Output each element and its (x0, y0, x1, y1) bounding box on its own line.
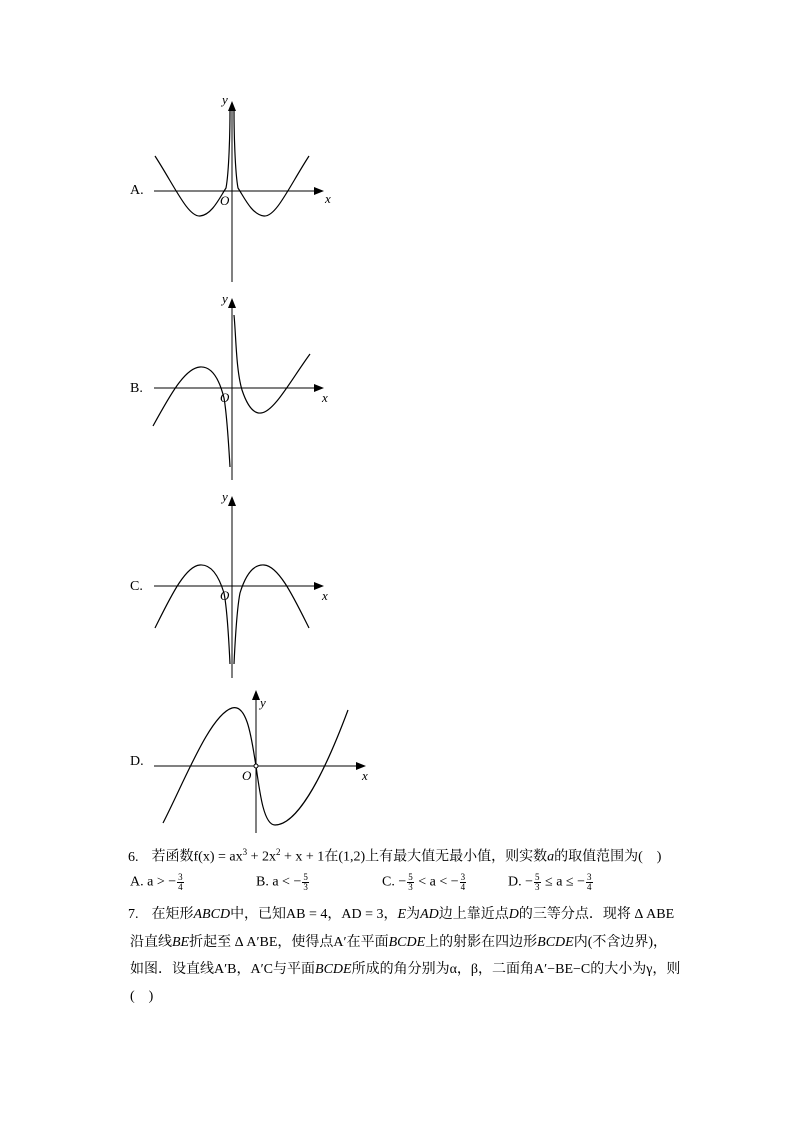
choice-b-letter: B. (256, 874, 269, 890)
option-c-letter: C. (130, 579, 143, 594)
q6-exponent: 3 (242, 847, 248, 857)
y-axis-label: y (222, 489, 228, 504)
choice-a-text: a > − (147, 874, 177, 890)
y-axis-label: y (222, 291, 228, 306)
q7-label: D (508, 907, 519, 922)
denominator: 3 (535, 882, 540, 892)
q6-formula: + 2x (247, 849, 277, 865)
x-axis-label: x (362, 768, 368, 783)
q7-text: 如图．设直线A′B，A′C与平面 (130, 962, 316, 977)
fraction (534, 873, 541, 892)
q6-exponent: 2 (276, 847, 281, 857)
q7-label: BCDE (388, 935, 426, 950)
choice-c-text: < a < − (414, 874, 459, 890)
choice-a[interactable] (130, 873, 185, 892)
choice-c-text: − (398, 874, 407, 890)
question-7-number: 7. (128, 907, 139, 922)
numerator: 3 (178, 872, 183, 882)
choice-d-text: ≤ a ≤ − (541, 874, 586, 890)
denominator: 3 (408, 882, 413, 892)
choice-d-text: − (525, 874, 534, 890)
fraction (460, 873, 467, 892)
q7-label: BE (172, 935, 190, 950)
choice-b[interactable] (256, 873, 310, 892)
origin-label: O (220, 588, 230, 603)
origin-label: O (220, 193, 230, 208)
x-axis-label: x (322, 588, 328, 603)
fraction (302, 873, 309, 892)
q7-text: 折起至 Δ A′BE，使得点A′在平面 (189, 935, 389, 950)
y-axis-label: y (222, 92, 228, 107)
q7-label: BCDE (315, 962, 352, 977)
question-7-line-4 (130, 986, 153, 1008)
q6-text: 的取值范围为( ) (554, 849, 662, 865)
numerator: 5 (408, 872, 413, 882)
denominator: 4 (587, 882, 592, 892)
q7-text: 边上靠近点 (438, 907, 509, 922)
origin-label: O (220, 390, 230, 405)
numerator: 3 (460, 872, 466, 882)
q6-formula: f(x) = ax (193, 849, 243, 865)
denominator: 4 (178, 882, 183, 892)
question-7-line-2 (130, 932, 667, 954)
q6-text: 若函数 (151, 849, 194, 865)
question-7-line-3 (130, 959, 680, 981)
option-b-graph (150, 290, 340, 485)
denominator: 4 (460, 882, 466, 892)
y-axis-label: y (260, 695, 266, 710)
q7-text: 的三等分点．现将 Δ ABE (518, 907, 675, 922)
x-axis-label: x (325, 191, 331, 206)
question-6-stem (128, 841, 661, 869)
question-7-line-1 (128, 904, 674, 926)
choice-d-letter: D. (508, 874, 522, 890)
q7-label: ABCD (193, 907, 231, 922)
q7-answer-blank: ( ) (130, 989, 154, 1004)
q7-text: 为 (406, 907, 421, 922)
fraction (407, 873, 414, 892)
q6-text: 在 (324, 849, 339, 865)
numerator: 5 (535, 872, 540, 882)
denominator: 3 (303, 882, 308, 892)
option-c-graph (150, 488, 340, 683)
q7-text: 所成的角分别为α，β，二面角A′−BE−C的大小为γ，则 (351, 962, 681, 977)
option-a-letter: A. (130, 183, 144, 198)
numerator: 5 (303, 872, 308, 882)
fraction (586, 873, 593, 892)
q7-text: 在矩形 (151, 907, 194, 922)
q7-label: E (397, 907, 407, 922)
choice-c-letter: C. (382, 874, 395, 890)
fraction (177, 873, 184, 892)
choice-b-text: a < − (272, 874, 302, 890)
q7-text: 上的射影在四边形 (425, 935, 538, 950)
q7-text: 内(不含边界)， (573, 935, 668, 950)
x-axis-label: x (322, 390, 328, 405)
option-d-letter: D. (130, 754, 144, 769)
choice-a-letter: A. (130, 874, 144, 890)
question-6-number: 6. (128, 849, 139, 865)
q6-interval: (1,2) (338, 849, 366, 865)
origin-label: O (242, 768, 252, 783)
choice-c[interactable] (382, 873, 467, 892)
q7-label: AD (420, 907, 439, 922)
option-b-letter: B. (130, 381, 143, 396)
q7-text: 沿直线 (130, 935, 172, 950)
q6-variable: a (547, 849, 555, 865)
choice-d[interactable] (508, 873, 594, 892)
q6-text: 上有最大值无最小值，则实数 (365, 849, 548, 865)
option-d-graph (150, 685, 380, 835)
q7-text: 中，已知AB = 4，AD = 3， (230, 907, 398, 922)
q7-label: BCDE (537, 935, 574, 950)
q6-formula: + x + 1 (280, 849, 325, 865)
numerator: 3 (587, 872, 592, 882)
option-a-graph (150, 92, 340, 287)
